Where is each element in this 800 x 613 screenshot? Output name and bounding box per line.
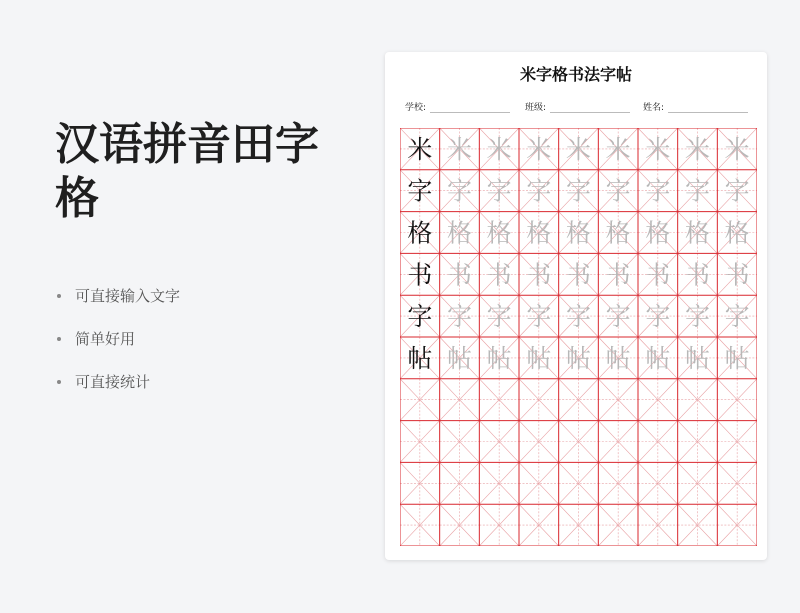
feature-item: 简单好用 — [55, 327, 180, 370]
trace-character: 格 — [684, 218, 711, 248]
trace-character: 书 — [526, 260, 552, 290]
trace-character: 字 — [684, 176, 711, 206]
trace-character: 米 — [724, 134, 750, 164]
trace-character: 字 — [526, 302, 552, 332]
trace-character: 米 — [526, 134, 552, 164]
trace-character: 书 — [446, 260, 473, 290]
trace-character: 字 — [486, 176, 512, 206]
trace-character: 格 — [446, 218, 473, 248]
trace-character: 帖 — [565, 343, 592, 373]
info-row — [405, 100, 755, 118]
model-character: 格 — [407, 218, 433, 248]
page-title: 汉语拼音田字格 — [55, 119, 319, 224]
trace-character: 米 — [645, 134, 671, 164]
trace-character: 格 — [486, 218, 512, 248]
feature-item: 可直接输入文字 — [55, 284, 180, 327]
worksheet-preview — [385, 52, 767, 560]
mi-grid — [400, 128, 757, 550]
trace-character: 字 — [645, 302, 671, 332]
trace-character: 格 — [605, 218, 631, 248]
trace-character: 字 — [565, 176, 592, 206]
trace-character: 帖 — [526, 343, 552, 373]
trace-character: 米 — [605, 134, 631, 164]
trace-character: 书 — [684, 260, 711, 290]
trace-character: 格 — [526, 218, 552, 248]
trace-character: 格 — [724, 218, 750, 248]
trace-character: 帖 — [605, 343, 631, 373]
school-field: 学校: — [405, 100, 510, 113]
trace-character: 字 — [605, 176, 631, 206]
trace-character: 帖 — [486, 343, 512, 373]
trace-character: 书 — [565, 260, 592, 290]
name-field: 姓名: — [643, 100, 748, 113]
promo-panel — [55, 118, 355, 391]
trace-character: 帖 — [684, 343, 711, 373]
model-character: 帖 — [407, 343, 433, 373]
trace-character: 字 — [684, 302, 711, 332]
feature-list — [55, 284, 180, 413]
trace-character: 字 — [446, 302, 473, 332]
trace-character: 字 — [605, 302, 631, 332]
model-character: 米 — [407, 134, 433, 164]
trace-character: 米 — [446, 134, 473, 164]
trace-character: 格 — [565, 218, 592, 248]
trace-character: 书 — [645, 260, 671, 290]
model-character: 字 — [407, 302, 433, 332]
trace-character: 书 — [486, 260, 512, 290]
trace-character: 字 — [486, 302, 512, 332]
trace-character: 米 — [486, 134, 512, 164]
model-character: 书 — [407, 260, 433, 290]
trace-character: 字 — [645, 176, 671, 206]
trace-character: 字 — [724, 302, 750, 332]
trace-character: 帖 — [645, 343, 671, 373]
trace-character: 字 — [565, 302, 592, 332]
trace-character: 米 — [565, 134, 592, 164]
feature-item: 可直接统计 — [55, 370, 180, 413]
worksheet-title: 米字格书法字帖 — [519, 65, 632, 84]
trace-character: 字 — [526, 176, 552, 206]
trace-character: 帖 — [724, 343, 750, 373]
mi-grid-svg — [400, 128, 757, 546]
trace-character: 帖 — [446, 343, 473, 373]
trace-character: 格 — [645, 218, 671, 248]
trace-character: 字 — [724, 176, 750, 206]
model-character: 字 — [407, 176, 433, 206]
class-field: 班级: — [525, 100, 630, 113]
trace-character: 米 — [684, 134, 711, 164]
trace-character: 书 — [724, 260, 750, 290]
trace-character: 字 — [446, 176, 473, 206]
trace-character: 书 — [605, 260, 631, 290]
